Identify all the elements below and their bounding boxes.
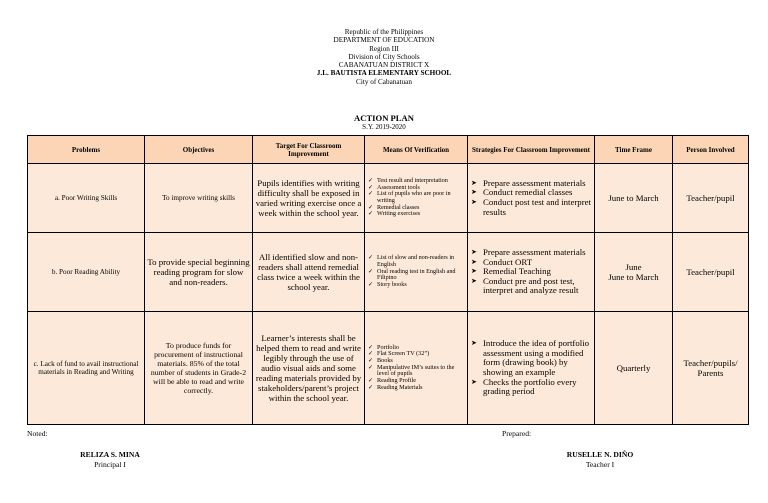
column-header: Objectives [145, 136, 253, 164]
strategy-item: ➤ Checks the portfolio every grading period [470, 378, 592, 397]
action-plan-table [27, 135, 749, 425]
objective-cell: To improve writing skills [145, 164, 253, 233]
table-row [28, 312, 749, 425]
target-cell: Pupils identifies with writing difficulty shall be exposed in varied writing exercise once a week within the school year. [253, 164, 365, 233]
objective-cell: To produce funds for procurement of instructional materials. 85% of the total number of students in Grade-2 will be able to read and write correctly. [145, 312, 253, 425]
strategy-item: ➤ Prepare assessment materials [470, 179, 592, 189]
verification-item: ✓ List of pupils who are poor in writing [367, 191, 465, 204]
verification-item: ✓ Books [367, 358, 465, 365]
document-title [0, 114, 768, 131]
verification-item: ✓ Manipulative IM’s suites to the level of pupils [367, 365, 465, 378]
noted-label: Noted: [27, 429, 48, 438]
person-cell: Teacher/pupils/ Parents [673, 312, 749, 425]
header-line: CABANATUAN DISTRICT X [338, 61, 430, 70]
verification-item: ✓ Story books [367, 282, 465, 289]
signatory-name: RELIZA S. MINA [80, 450, 140, 459]
header-line: Region III [369, 44, 399, 53]
strategy-item: ➤ Remedial Teaching [470, 267, 592, 277]
noted-signatory [40, 450, 180, 469]
strategies-cell [468, 233, 595, 312]
verification-item: ✓ Portfolio [367, 345, 465, 352]
document-header [0, 28, 768, 86]
verification-item: ✓ Writing exercises [367, 211, 465, 218]
problem-cell: a. Poor Writing Skills [28, 164, 145, 233]
verification-item: ✓ List of slow and non-readers in English [367, 255, 465, 268]
verification-cell [365, 233, 468, 312]
strategy-item: ➤ Conduct pre and post test, interpret and analyze result [470, 277, 592, 296]
header-line: DEPARTMENT OF EDUCATION [333, 36, 435, 45]
verification-item: ✓ Reading Profile [367, 378, 465, 385]
header-line: City of Cabanatuan [356, 77, 412, 86]
verification-item: ✓ Assessment tools [367, 185, 465, 192]
column-header: Time Frame [595, 136, 673, 164]
person-cell: Teacher/pupil [673, 233, 749, 312]
column-header: Problems [28, 136, 145, 164]
time-frame-cell: June to March [595, 164, 673, 233]
prepared-label: Prepared: [502, 429, 532, 438]
header-line: Republic of the Philippines [344, 28, 424, 36]
strategy-item: ➤ Conduct ORT [470, 258, 592, 268]
person-cell: Teacher/pupil [673, 164, 749, 233]
column-header: Strategies For Classroom Improvement [468, 136, 595, 164]
time-frame-cell: June June to March [595, 233, 673, 312]
column-header: Means Of Verification [365, 136, 468, 164]
verification-item: ✓ Flat Screen TV (32”) [367, 351, 465, 358]
objective-cell: To provide special beginning reading program for slow and non-readers. [145, 233, 253, 312]
problem-cell: b. Poor Reading Ability [28, 233, 145, 312]
strategy-item: ➤ Prepare assessment materials [470, 248, 592, 258]
strategy-item: ➤ Conduct remedial classes [470, 188, 592, 198]
verification-cell [365, 312, 468, 425]
header-line: Division of City Schools [348, 52, 420, 61]
prepared-signatory [530, 450, 670, 469]
target-cell: All identified slow and non-readers shall attend remedial class twice a week within the school year. [253, 233, 365, 312]
target-cell: Learner’s interests shall be helped them to read and write legibly through the use of audio visual aids and some reading materials provided by stakeholders/parent’s project within the school year. [253, 312, 365, 425]
school-name: J.L. BAUTISTA ELEMENTARY SCHOOL [316, 69, 452, 78]
table-header-row [28, 136, 749, 164]
problem-cell: c. Lack of fund to avail instructional materials in Reading and Writing [28, 312, 145, 425]
column-header: Person Involved [673, 136, 749, 164]
verification-item: ✓ Remedial classes [367, 205, 465, 212]
column-header: Target For Classroom Improvement [253, 136, 365, 164]
strategies-cell [468, 312, 595, 425]
verification-cell [365, 164, 468, 233]
verification-item: ✓ Reading Materials [367, 385, 465, 392]
action-plan-title: ACTION PLAN [354, 113, 414, 123]
school-year: S.Y. 2019-2020 [362, 123, 406, 131]
signatory-title: Teacher I [585, 459, 615, 469]
time-frame-cell: Quarterly [595, 312, 673, 425]
signatory-name: RUSELLE N. DIÑO [566, 450, 634, 459]
verification-item: ✓ Test result and interpretation [367, 178, 465, 185]
signatory-title: Principal I [94, 459, 126, 469]
table-row [28, 164, 749, 233]
verification-item: ✓ Oral reading test in English and Filipino [367, 269, 465, 282]
table-row [28, 233, 749, 312]
strategy-item: ➤ Conduct post test and interpret results [470, 198, 592, 217]
strategy-item: ➤ Introduce the idea of portfolio assessment using a modified form (drawing book) by showing an example [470, 339, 592, 377]
strategies-cell [468, 164, 595, 233]
